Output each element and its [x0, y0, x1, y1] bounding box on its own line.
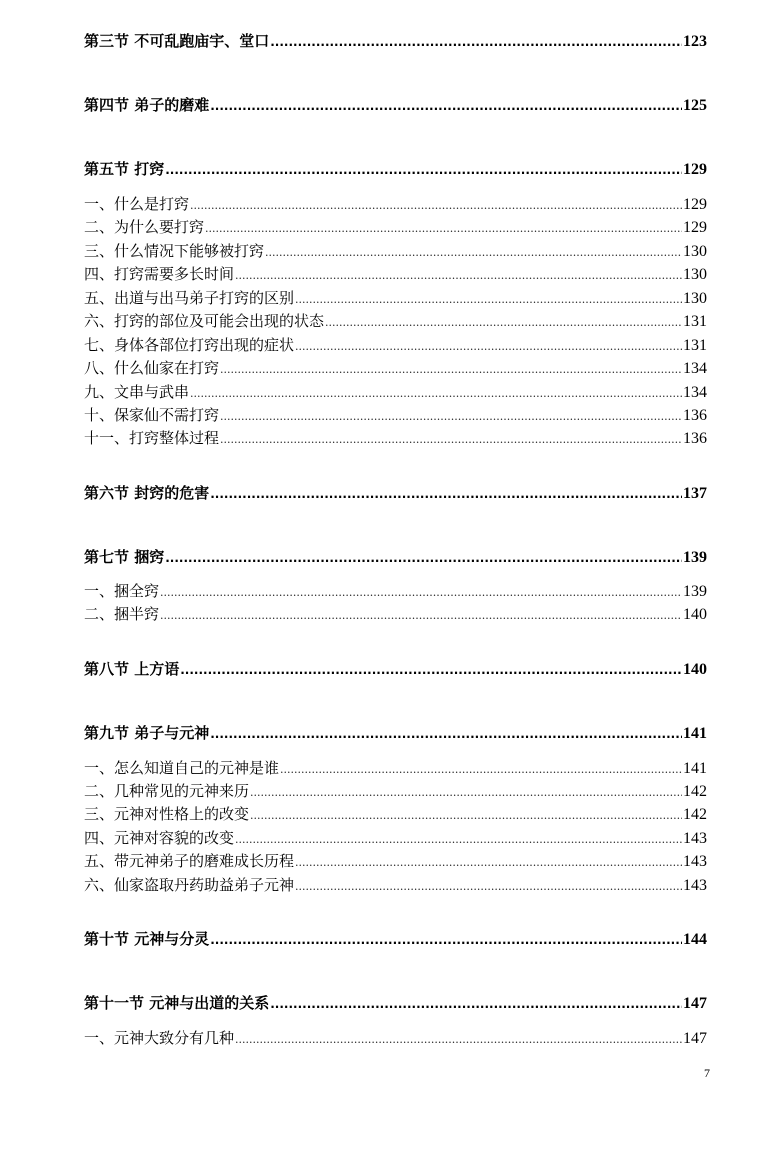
toc-dot-leader	[220, 405, 682, 428]
toc-entry-page-number: 139	[683, 549, 707, 566]
toc-entry-title: 第三节 不可乱跑庙宇、堂口	[84, 32, 270, 50]
toc-dot-leader	[295, 288, 682, 311]
toc-entry-page-number: 131	[683, 337, 707, 355]
toc-entry-page-number: 142	[683, 806, 707, 824]
toc-entry-page-number: 141	[683, 725, 707, 742]
toc-dot-leader	[295, 875, 682, 898]
toc-entry-page-number: 136	[683, 430, 707, 448]
toc-dot-leader	[210, 95, 682, 117]
toc-entry-title: 二、为什么要打窍	[84, 218, 205, 237]
toc-entry-page-number: 139	[683, 583, 707, 601]
toc-entry-title: 一、怎么知道自己的元神是谁	[84, 759, 280, 778]
toc-subsection-entry[interactable]	[84, 850, 707, 873]
toc-entry-title: 八、什么仙家在打窍	[84, 359, 220, 378]
toc-dot-leader	[235, 1028, 682, 1051]
toc-dot-leader	[295, 851, 682, 874]
toc-dot-leader	[270, 31, 682, 53]
toc-entry-page-number: 131	[683, 313, 707, 331]
toc-entry-title: 第七节 捆窍	[84, 548, 165, 566]
toc-section-entry[interactable]	[84, 928, 707, 950]
toc-entry-page-number: 143	[683, 830, 707, 848]
toc-entry-title: 三、元神对性格上的改变	[84, 805, 250, 824]
toc-entry-page-number: 130	[683, 266, 707, 284]
toc-section-entry[interactable]	[84, 30, 707, 52]
toc-dot-leader	[210, 723, 682, 745]
toc-dot-leader	[165, 547, 682, 569]
toc-dot-leader	[190, 194, 682, 217]
toc-entry-title: 第五节 打窍	[84, 160, 165, 178]
toc-subsection-entry[interactable]	[84, 310, 707, 333]
toc-section-entry[interactable]	[84, 94, 707, 116]
toc-section-entry[interactable]	[84, 992, 707, 1014]
toc-dot-leader	[265, 241, 682, 264]
toc-dot-leader	[235, 828, 682, 851]
toc-entry-title: 第八节 上方语	[84, 660, 180, 678]
toc-dot-leader	[270, 993, 682, 1015]
toc-entry-page-number: 130	[683, 290, 707, 308]
toc-dot-leader	[220, 428, 682, 451]
toc-entry-page-number: 143	[683, 877, 707, 895]
toc-dot-leader	[250, 781, 682, 804]
toc-subsection-entry[interactable]	[84, 404, 707, 427]
toc-entry-page-number: 147	[683, 995, 707, 1012]
toc-subsection-entry[interactable]	[84, 334, 707, 357]
toc-entry-title: 五、带元神弟子的磨难成长历程	[84, 852, 295, 871]
toc-entry-title: 四、元神对容貌的改变	[84, 829, 235, 848]
toc-section-entry[interactable]	[84, 546, 707, 568]
toc-dot-leader	[250, 804, 682, 827]
toc-dot-leader	[160, 604, 682, 627]
toc-subsection-entry[interactable]	[84, 427, 707, 450]
toc-entry-title: 二、捆半窍	[84, 605, 160, 624]
toc-entry-title: 十一、打窍整体过程	[84, 429, 220, 448]
toc-entry-page-number: 141	[683, 760, 707, 778]
toc-entry-title: 六、仙家盗取丹药助益弟子元神	[84, 876, 295, 895]
toc-dot-leader	[190, 382, 682, 405]
toc-entry-title: 四、打窍需要多长时间	[84, 265, 235, 284]
toc-subsection-entry[interactable]	[84, 827, 707, 850]
toc-entry-title: 五、出道与出马弟子打窍的区别	[84, 289, 295, 308]
toc-subsection-entry[interactable]	[84, 780, 707, 803]
toc-entry-title: 一、捆全窍	[84, 582, 160, 601]
toc-dot-leader	[280, 758, 682, 781]
toc-entry-page-number: 137	[683, 485, 707, 502]
toc-entry-page-number: 140	[683, 661, 707, 678]
toc-subsection-entry[interactable]	[84, 357, 707, 380]
toc-subsection-entry[interactable]	[84, 603, 707, 626]
toc-entry-page-number: 134	[683, 360, 707, 378]
toc-entry-page-number: 130	[683, 243, 707, 261]
toc-entry-page-number: 140	[683, 606, 707, 624]
toc-entry-title: 九、文串与武串	[84, 383, 190, 402]
toc-entry-page-number: 129	[683, 196, 707, 214]
toc-section-entry[interactable]	[84, 482, 707, 504]
toc-entry-page-number: 142	[683, 783, 707, 801]
toc-dot-leader	[235, 264, 682, 287]
toc-dot-leader	[165, 159, 682, 181]
toc-entry-page-number: 144	[683, 931, 707, 948]
toc-dot-leader	[205, 217, 682, 240]
toc-entry-title: 十、保家仙不需打窍	[84, 406, 220, 425]
toc-entry-page-number: 129	[683, 219, 707, 237]
toc-entry-title: 一、什么是打窍	[84, 195, 190, 214]
toc-dot-leader	[180, 659, 682, 681]
toc-dot-leader	[220, 358, 682, 381]
toc-dot-leader	[210, 483, 682, 505]
toc-dot-leader	[325, 311, 682, 334]
toc-entry-page-number: 136	[683, 407, 707, 425]
toc-entry-page-number: 129	[683, 161, 707, 178]
toc-subsection-entry[interactable]	[84, 287, 707, 310]
toc-subsection-entry[interactable]	[84, 193, 707, 216]
toc-entry-page-number: 134	[683, 384, 707, 402]
toc-section-entry[interactable]	[84, 158, 707, 180]
toc-entry-title: 一、元神大致分有几种	[84, 1029, 235, 1048]
page-number: 7	[704, 1066, 710, 1080]
toc-dot-leader	[210, 929, 682, 951]
toc-entry-title: 第十节 元神与分灵	[84, 930, 210, 948]
toc-subsection-entry[interactable]	[84, 757, 707, 780]
toc-subsection-entry[interactable]	[84, 874, 707, 897]
toc-entry-title: 七、身体各部位打窍出现的症状	[84, 336, 295, 355]
toc-subsection-entry[interactable]	[84, 263, 707, 286]
toc-subsection-entry[interactable]	[84, 216, 707, 239]
toc-dot-leader	[295, 335, 682, 358]
toc-entry-title: 第四节 弟子的磨难	[84, 96, 210, 114]
toc-entry-title: 六、打窍的部位及可能会出现的状态	[84, 312, 325, 331]
toc-section-entry[interactable]	[84, 722, 707, 744]
toc-entry-title: 第六节 封窍的危害	[84, 484, 210, 502]
toc-section-entry[interactable]	[84, 658, 707, 680]
toc-entry-title: 三、什么情况下能够被打窍	[84, 242, 265, 261]
toc-subsection-entry[interactable]	[84, 240, 707, 263]
toc-subsection-entry[interactable]	[84, 580, 707, 603]
toc-entry-title: 第十一节 元神与出道的关系	[84, 994, 270, 1012]
toc-entry-title: 二、几种常见的元神来历	[84, 782, 250, 801]
toc-dot-leader	[160, 581, 682, 604]
toc-entry-page-number: 123	[683, 33, 707, 50]
toc-subsection-entry[interactable]	[84, 1027, 707, 1050]
toc-entry-page-number: 143	[683, 853, 707, 871]
toc-entry-page-number: 125	[683, 97, 707, 114]
toc-subsection-entry[interactable]	[84, 803, 707, 826]
toc-entry-title: 第九节 弟子与元神	[84, 724, 210, 742]
toc-entry-page-number: 147	[683, 1030, 707, 1048]
toc-subsection-entry[interactable]	[84, 381, 707, 404]
